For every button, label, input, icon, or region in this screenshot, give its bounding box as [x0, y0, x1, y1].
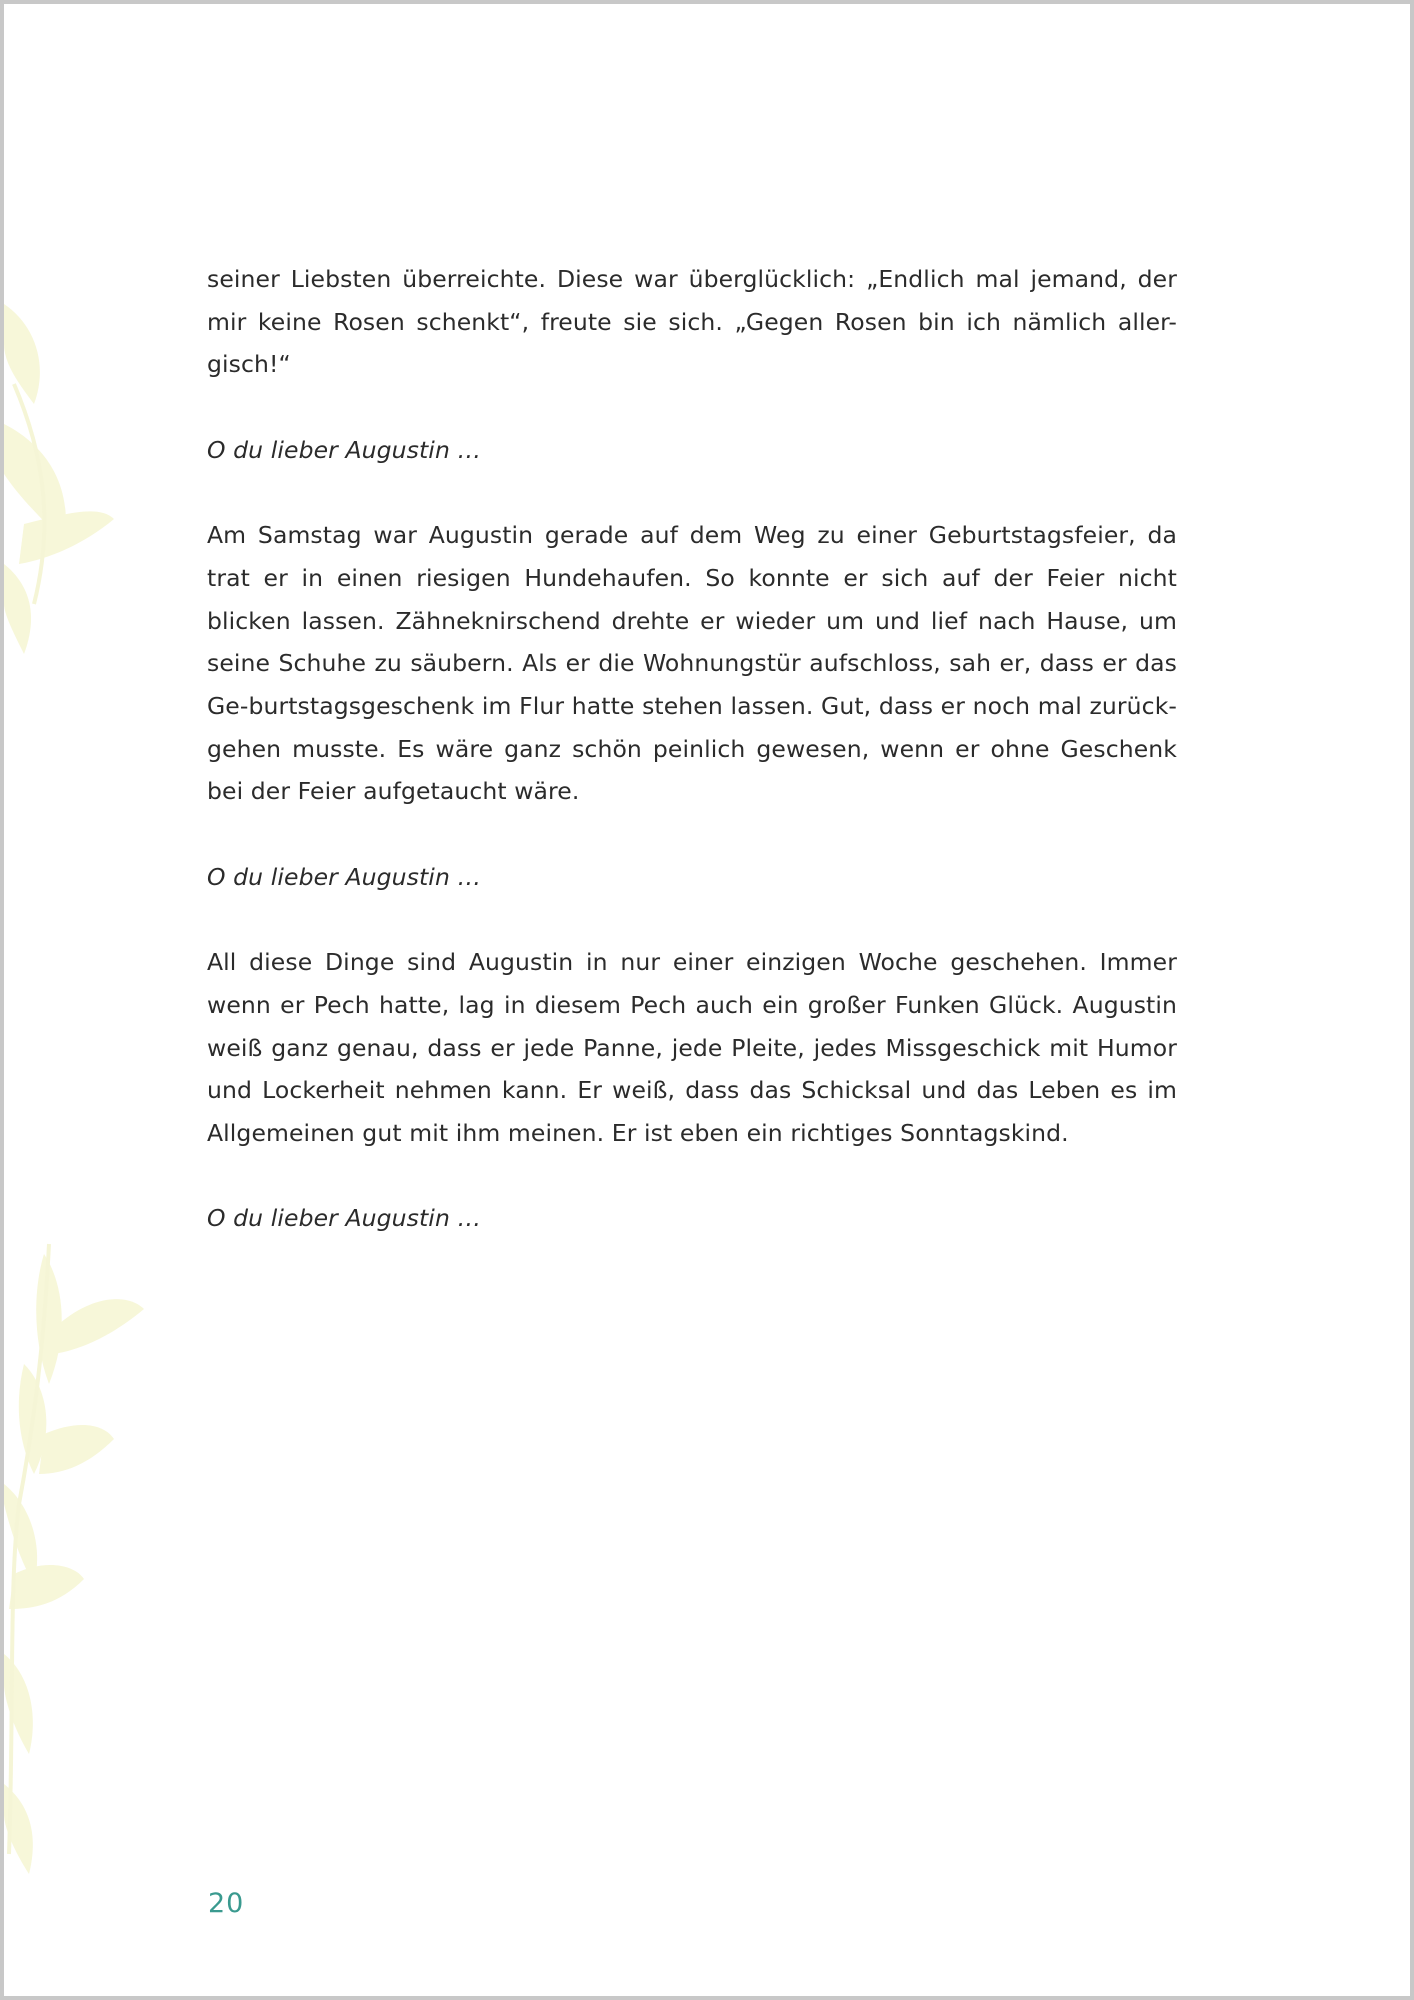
refrain-line: O du lieber Augustin … — [207, 1204, 482, 1233]
refrain-line: O du lieber Augustin … — [207, 435, 482, 464]
page-number: 20 — [208, 1888, 245, 1919]
paragraph-intro: seiner Liebsten überreichte. Diese war überglücklich: „Endlich mal jemand, der mir keine Rosen schenkt“, freute sie sich. „Gegen Rosen bin ich nämlich aller-gisch!“ — [207, 265, 1177, 379]
paragraph-saturday: Am Samstag war Augustin gerade auf dem Weg zu einer Geburtstagsfeier, da trat er in einen riesigen Hundehaufen. So konnte er sich auf der Feier nicht blicken lassen. Zähneknirschend drehte er wieder um und lief nach Hause, um seine Schuhe zu säubern. Als er die Wohnungstür aufschloss, sah er, dass er das Ge-burtstagsgeschenk im Flur hatte stehen lassen. Gut, dass er noch mal zurück-gehen musste. Es wäre ganz schön peinlich gewesen, wenn er ohne Geschenk bei der Feier aufgetaucht wäre. — [207, 521, 1177, 806]
refrain-line: O du lieber Augustin … — [207, 862, 482, 891]
body-text — [207, 258, 1177, 1283]
paragraph-conclusion: All diese Dinge sind Augustin in nur einer einzigen Woche geschehen. Immer wenn er Pech hatte, lag in diesem Pech auch ein großer Funken Glück. Augustin weiß ganz genau, dass er jede Panne, jede Pleite, jedes Missgeschick mit Humor und Lockerheit nehmen kann. Er weiß, dass das Schicksal und das Leben es im Allgemeinen gut mit ihm meinen. Er ist eben ein richtiges Sonntagskind. — [207, 948, 1177, 1147]
floral-ornament-decoration — [4, 4, 184, 2000]
